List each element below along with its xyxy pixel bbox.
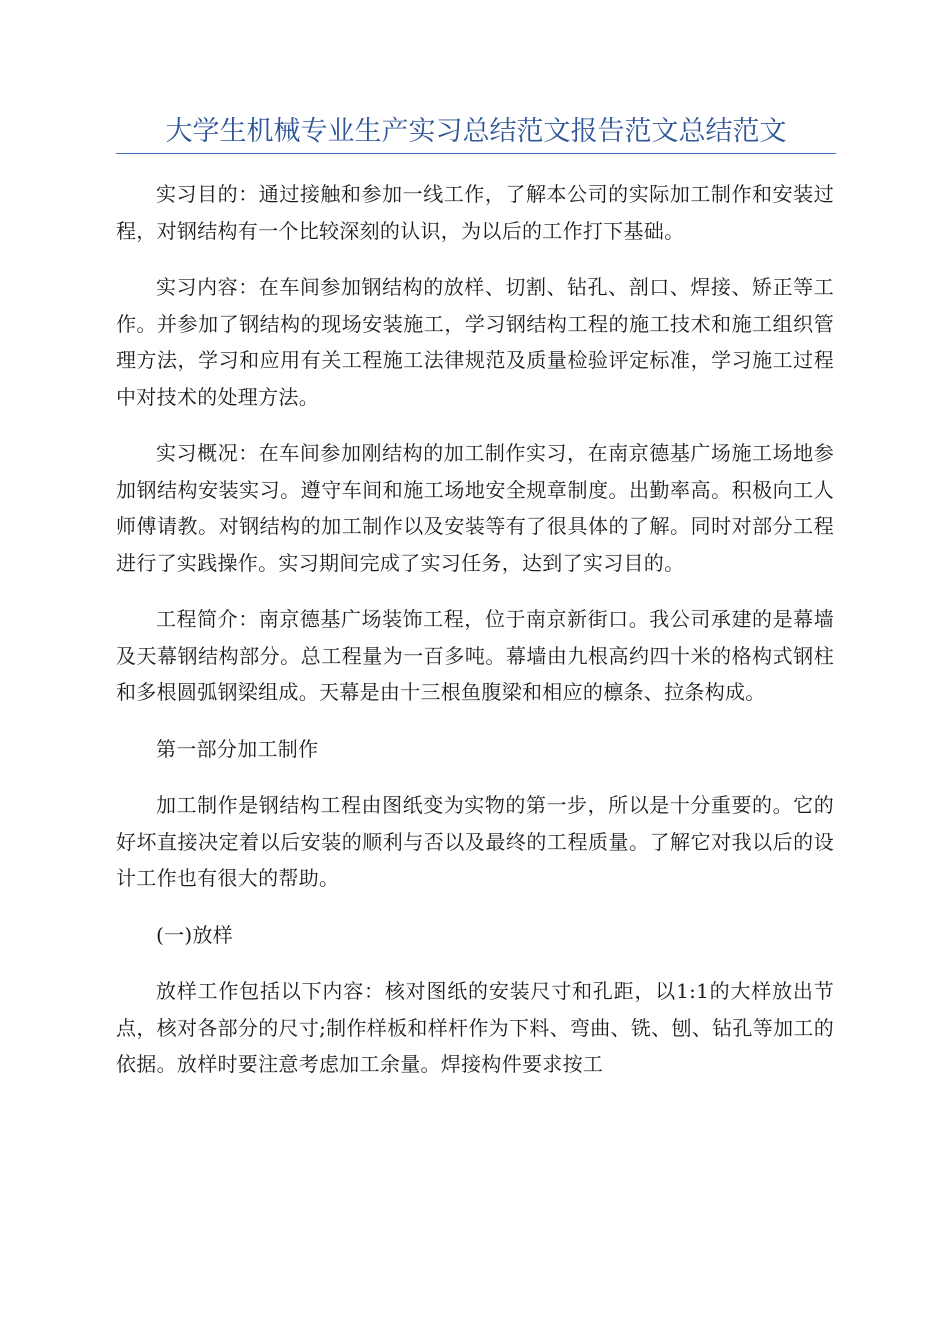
paragraph-layout-work: 放样工作包括以下内容：核对图纸的安装尺寸和孔距，以1:1的大样放出节点，核对各部分的尺寸;制作样板和样杆作为下料、弯曲、铣、刨、钻孔等加工的依据。放样时要注意考虑加工余量。焊接构件要求按工 (116, 979, 834, 1076)
subsection-heading-layout: (一)放样 (156, 922, 234, 947)
paragraph-project-intro: 工程简介：南京德基广场装饰工程，位于南京新街口。我公司承建的是幕墙及天幕钢结构部分。总工程量为一百多吨。幕墙由九根高约四十米的格构式钢柱和多根圆弧钢梁组成。天幕是由十三根鱼腹梁和相应的檩条、拉条构成。 (116, 607, 834, 704)
paragraph-content: 实习内容：在车间参加钢结构的放样、切割、钻孔、剖口、焊接、矫正等工作。并参加了钢结构的现场安装施工，学习钢结构工程的施工技术和施工组织管理方法，学习和应用有关工程施工法律规范及质量检验评定标准，学习施工过程中对技术的处理方法。 (116, 275, 834, 409)
document-body (116, 176, 834, 1103)
paragraph-purpose: 实习目的：通过接触和参加一线工作，了解本公司的实际加工制作和安装过程，对钢结构有一个比较深刻的认识，为以后的工作打下基础。 (116, 182, 834, 243)
title-underline (116, 153, 836, 154)
section-heading-part-one: 第一部分加工制作 (156, 736, 319, 761)
document-title: 大学生机械专业生产实习总结范文报告范文总结范文 (165, 116, 787, 147)
paragraph-overview: 实习概况：在车间参加刚结构的加工制作实习，在南京德基广场施工场地参加钢结构安装实习。遵守车间和施工场地安全规章制度。出勤率高。积极向工人师傅请教。对钢结构的加工制作以及安装等有了很具体的了解。同时对部分工程进行了实践操作。实习期间完成了实习任务，达到了实习目的。 (116, 441, 834, 575)
paragraph-fabrication: 加工制作是钢结构工程由图纸变为实物的第一步，所以是十分重要的。它的好坏直接决定着以后安装的顺利与否以及最终的工程质量。了解它对我以后的设计工作也有很大的帮助。 (116, 793, 834, 890)
